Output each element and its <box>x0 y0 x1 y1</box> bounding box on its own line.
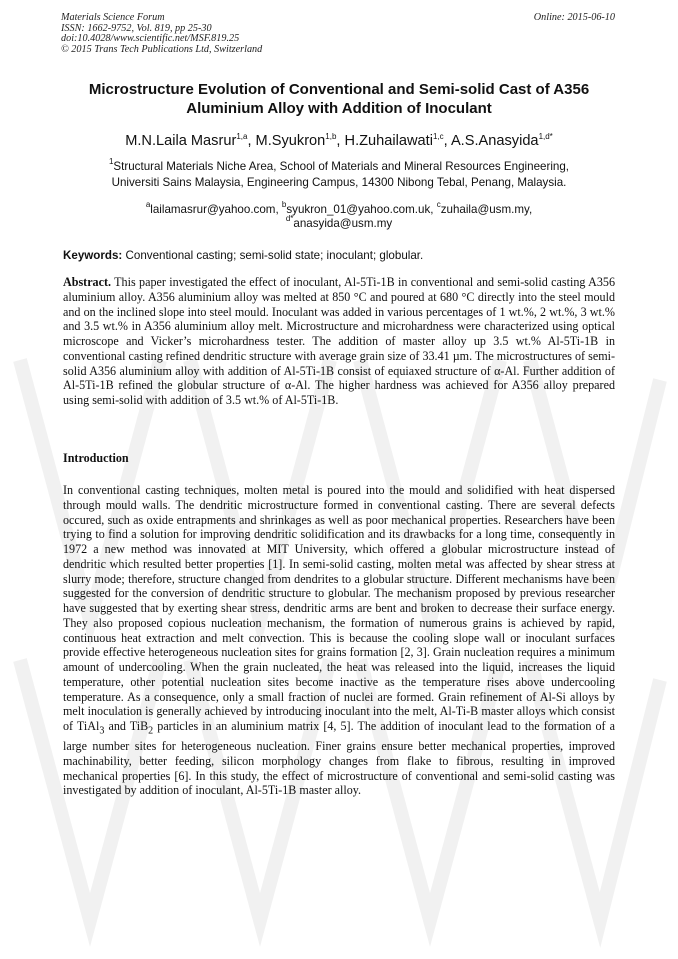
issn-line: ISSN: 1662-9752, Vol. 819, pp 25-30 <box>61 22 212 34</box>
author-superscript: 1,d* <box>538 132 553 141</box>
intro-subscript: 2 <box>148 725 154 737</box>
abstract <box>63 275 615 408</box>
intro-text: particles in an aluminium matrix [4, 5]. The addition of inoculant lead to the formation of a large number sites for heterogeneous nucleation. Finer grains ensure better mechanical properties, improved machinability, better feeding, silicon morphology changes from flake to fibrous, resulting in improved mechanical properties [6]. In this study, the effect of microstructure of conventional and semi-solid casting was investigated by addition of inoculant, Al-5Ti-1B master alloy. <box>63 719 615 798</box>
author-superscript: 1,a <box>236 132 248 141</box>
affiliation-line-2: Universiti Sains Malaysia, Engineering Campus, 14300 Nibong Tebal, Penang, Malaysia. <box>111 175 567 189</box>
journal-header <box>61 13 615 55</box>
abstract-text: This paper investigated the effect of inoculant, Al-5Ti-1B in conventional and semi-solid casting A356 aluminium alloy. A356 aluminium alloy was melted at 850 °C and poured at 680 °C directly into the steel mould and on the inclined slope into steel mould. Inoculant was added in various percentages of 1 wt.%, 2 wt.%, 3 wt.% and 3.5 wt.% in A356 aluminium alloy melt. Microstructure and microhardness were characterized using optical microscope and Vicker’s microhardness tester. The addition of master alloy up 3.5 wt.% Al-5Ti-1B in conventional casting refined dendritic structure with average grain size of 33.41 µm. The microstructures of semi-solid A356 aluminium alloy with addition of Al-5Ti-1B consist of equiaxed structure of α-Al. Further addition of Al-5Ti-1B refined the globular structure of α-Al. The higher hardness was achieved for A356 alloy prepared using semi-solid with addition of 3.5 wt.% of Al-5Ti-1B. <box>63 275 615 407</box>
keywords-label: Keywords: <box>63 249 123 262</box>
intro-text: In conventional casting techniques, molten metal is poured into the mould and solidified with heat dispersed through mould walls. The dendritic microstructure formed in conventional casting. There are several defects occured, such as oxide entrapments and shrinkages as well as poor mechanical properties. Researchers have been trying to find a solution for improving dendritic solidification and its drawbacks for a long time, consequently in 1972 a new method was innovated at MIT University, which offered a globular microstructure instead of dendritic which resulted better properties [1]. In semi-solid casting, molten metal was affected by shear stress at slurry mode; therefore, structure changed from dendrites to a globular structure. Different mechanisms have been suggested for the conversion of dendritic structure to globular. The mechanism proposed by previous researcher have suggested that by exerting shear stress, dendritic arms are bent and broken to decrease their surface energy. They also proposed copious nucleation mechanism, the formation of numerous grains is achieved by rapid, continuous heat extraction and melt convection. This is because the cooling slope wall or inoculant surfaces provide effective heterogeneous nucleation sites for grains formation [2, 3]. Grain nucleation requires a minimum amount of undercooling. When the grain nucleated, the heat was released into the liquid, increases the liquid temperature, other potential nucleation sites become inactive as the temperature rises above undercooling temperature. As a consequence, only a small fraction of nuclei are formed. Grain refinement of Al-Si alloys by melt inoculation is generally achieved by introducing inoculant into the melt, Al-Ti-B master alloys which consist of TiAl <box>63 483 615 733</box>
email-superscript: a <box>145 200 151 209</box>
journal-name: Materials Science Forum <box>61 12 165 23</box>
author-name: M.Syukron <box>255 133 326 149</box>
author-name: H.Zuhailawati <box>344 133 433 149</box>
author-list <box>40 132 638 150</box>
title-line-1: Microstructure Evolution of Conventional and Semi-solid Cast of A356 <box>88 81 590 98</box>
email-address: anasyida@usm.my <box>293 217 393 230</box>
email-separator: , <box>430 203 437 216</box>
affiliation-superscript: 1 <box>108 157 114 166</box>
email-address: zuhaila@usm.my <box>440 203 529 216</box>
copyright-line: © 2015 Trans Tech Publications Ltd, Switzerland <box>61 43 263 55</box>
author-superscript: 1,b <box>325 132 337 141</box>
email-superscript: b <box>281 200 287 209</box>
intro-text: and TiB <box>104 719 149 733</box>
introduction-paragraph <box>63 483 615 798</box>
email-superscript: c <box>436 200 441 209</box>
author-superscript: 1,c <box>432 132 444 141</box>
email-superscript: d* <box>285 214 294 223</box>
author-separator: , <box>443 133 451 149</box>
author-separator: , <box>247 133 256 149</box>
email-address: lailamasrur@yahoo.com <box>150 203 276 216</box>
author-separator: , <box>336 133 345 149</box>
keywords <box>63 248 615 263</box>
email-address: syukron_01@yahoo.com.uk <box>286 203 431 216</box>
intro-subscript: 3 <box>99 725 105 737</box>
affiliation-line-1: Structural Materials Niche Area, School of Materials and Mineral Resources Engineering, <box>113 160 570 173</box>
keywords-text: Conventional casting; semi-solid state; inoculant; globular. <box>122 249 424 262</box>
title-line-2: Aluminium Alloy with Addition of Inoculant <box>186 100 492 117</box>
abstract-label: Abstract. <box>63 275 112 289</box>
online-date: Online: 2015-06-10 <box>533 12 615 23</box>
paper-title <box>40 80 638 118</box>
section-heading-introduction: Introduction <box>63 451 129 465</box>
email-separator: , <box>275 203 282 216</box>
email-separator: , <box>528 203 533 216</box>
doi-line: doi:10.4028/www.scientific.net/MSF.819.25 <box>61 33 240 45</box>
affiliation <box>40 159 638 190</box>
author-name: A.S.Anasyida <box>450 133 539 149</box>
author-name: M.N.Laila Masrur <box>125 133 237 149</box>
email-list <box>40 200 638 231</box>
